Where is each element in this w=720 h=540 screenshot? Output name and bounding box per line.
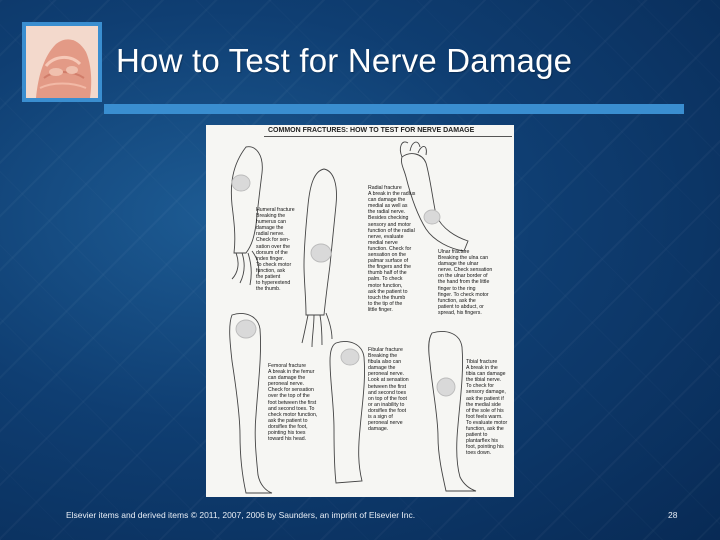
title-underline	[104, 104, 684, 114]
page-number: 28	[668, 510, 678, 520]
copyright-footer: Elsevier items and derived items © 2011, 2007, 2006 by Saunders, an imprint of Elsevier Inc.	[66, 510, 416, 520]
annotation-fibular-fracture: Fibular fracture Breaking the fibula also can damage the peroneal nerve. Look at sensation between the first and second toes on top of the foot or an inability to dorsiflex the foot is a sign of peroneal nerve damage.	[368, 347, 409, 433]
annotation-tibial-fracture: Tibial fracture A break in the tibia can damage the tibial nerve. To check for sensory damage, ask the patient if the medial side of the sole of his foot feels warm. To evaluate motor function, ask the patient to plantarflex his foot, pointing his toes down.	[466, 359, 508, 457]
pregnant-woman-photo	[26, 26, 98, 98]
photo-frame	[22, 22, 102, 102]
annotation-radial-fracture: Radial fracture A break in the radius can damage the medial as well as the radial nerve. Besides checking sensory and motor function of the radial nerve, evaluate medial nerve function. Check for sensation on the palmar surface of the fingers and the thumb half of the palm. To check motor function, ask the patient to touch the thumb to the tip of the little finger.	[368, 185, 416, 313]
radial-arm-illustration	[304, 169, 337, 315]
figure-heading: COMMON FRACTURES: HOW TO TEST FOR NERVE DAMAGE	[268, 127, 475, 134]
femoral-leg-illustration	[230, 314, 272, 493]
nerve-damage-figure	[206, 125, 514, 497]
annotation-ulnar-fracture: Ulnar fracture Breaking the ulna can damage the ulnar nerve. Check sensation on the ulnar border of the hand from the little finger to the ring finger. To check motor function, ask the patient to abduct, or spread, his fingers.	[438, 249, 493, 316]
slide-title: How to Test for Nerve Damage	[116, 42, 573, 79]
annotation-humeral-fracture: Humeral fracture Breaking the humerus can damage the radial nerve. Check for sen- sation over the dorsum of the index finger. To check motor function, ask the patient to hyperextend the thumb.	[256, 207, 295, 293]
annotation-femoral-fracture: Femoral fracture A break in the femur can damage the peroneal nerve. Check for sensation over the top of the foot between the first and second toes. To check motor function, ask the patient to dorsiflex the foot, pointing his toes toward his head.	[268, 363, 318, 443]
